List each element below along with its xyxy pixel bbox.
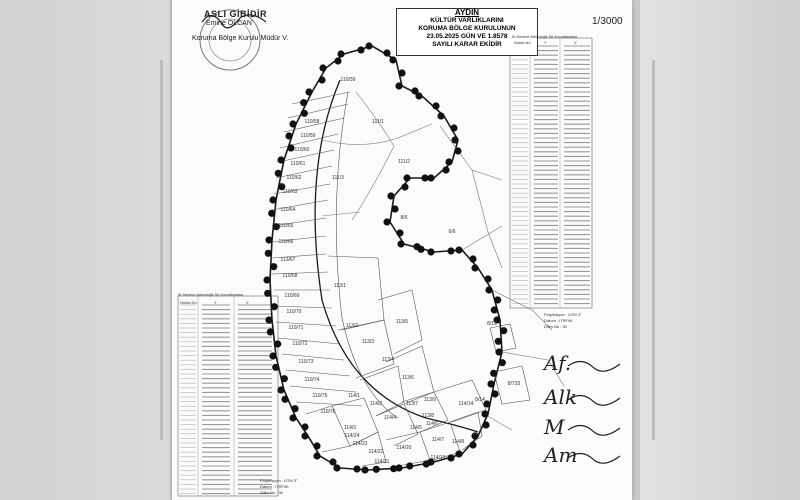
boundary-marker [491,306,498,313]
dom-label: Dilim No : 30 [260,490,283,495]
parcel-line [440,126,502,268]
boundary-marker [281,396,288,403]
boundary-marker [329,458,336,465]
parcel-label: 113/1 [333,283,347,289]
boundary-marker [387,192,394,199]
boundary-marker [406,462,413,469]
parcel-line [360,366,404,416]
parcel-label: 110/61 [290,161,306,167]
parcel-label: 8/12 [487,321,497,327]
boundary-marker [481,410,488,417]
boundary-marker [487,380,494,387]
boundary-marker [390,465,397,472]
parcel-label: 113/67 [280,257,296,263]
boundary-marker [353,465,360,472]
parcel-label: 110/74 [304,377,320,383]
header-role: Koruma Bölge Kurulu Müdür V. [192,35,289,42]
boundary-marker [271,303,278,310]
parcel-label: 114/6 [425,421,439,427]
parcel-label: 114/19 [430,455,446,461]
boundary-marker [270,263,277,270]
stamp-line: KORUMA BÖLGE KURULUNUN [418,25,516,32]
boundary-marker [287,144,294,151]
parcel-label: 113/9 [423,397,437,403]
left-col-y: Y [214,300,217,305]
parcel-label: 8/6 [400,215,408,221]
boundary-marker [398,69,405,76]
boundary-marker [494,296,501,303]
stamp-city: AYDIN [454,8,480,17]
boundary-marker [277,386,284,393]
signature-stroke [568,361,620,371]
boundary-marker [313,452,320,459]
boundary-marker [300,99,307,106]
parcel-label: 113/7 [405,401,419,407]
boundary-marker [272,364,279,371]
boundary-marker [471,264,478,271]
boundary-marker [265,316,272,323]
boundary-marker [318,76,325,83]
parcel-label: 114/8 [451,439,465,445]
boundary-marker [265,250,272,257]
parcel-label: 110/63 [282,189,298,195]
boundary-marker [427,248,434,255]
right-col-x: X [574,40,577,45]
boundary-marker [373,466,380,473]
parcel-label: 110/60 [294,147,310,153]
parcel-line [272,272,328,274]
left-col-x: X [246,300,249,305]
parcel-line [352,146,394,220]
parcel-label: 110/66 [278,239,294,245]
parcel-label: 8/733 [507,381,521,387]
parcel-label: 110/72 [292,341,308,347]
parcel-label: 114/1 [347,393,361,399]
parcel-label: 110/59 [300,133,316,139]
parcel-label: 110/75 [312,393,328,399]
boundary-marker [451,136,458,143]
parcel-label: 8/14 [475,397,485,403]
boundary-marker [391,205,398,212]
boundary-marker [423,460,430,467]
boundary-marker [337,50,344,57]
projection-label: Projeksiyon : UTM 3° [544,312,582,317]
header-name: ASLI GİBİDİR [204,9,268,19]
boundary-marker [491,390,498,397]
parcel-label: 114/20 [396,445,412,451]
parcel-label: 113/4 [381,357,395,363]
boundary-marker [301,110,308,117]
boundary-marker [469,255,476,262]
boundary-marker [500,327,507,334]
stamp-line: SAYILI KARAR EKİDİR [432,41,502,48]
parcel-label: 111/1 [372,119,384,125]
parcel-label: 110/76 [320,409,336,415]
parcel-label: 110/58 [304,119,320,125]
boundary-marker [499,359,506,366]
boundary-marker [281,375,288,382]
boundary-marker [267,328,274,335]
parcel-label: 114/3 [343,425,357,431]
parcel-line [328,256,384,330]
boundary-marker [269,352,276,359]
parcel-line [322,212,360,216]
left-col-no: Nokta No [180,300,197,305]
boundary-marker [484,275,491,282]
boundary-marker [269,196,276,203]
parcel-line [472,170,502,180]
parcel-label: 110/39 [340,77,356,83]
boundary-marker [361,466,368,473]
boundary-marker [485,286,492,293]
parcel-label: 114/24 [344,433,360,439]
boundary-marker [383,218,390,225]
boundary-marker [289,414,296,421]
parcel-label: 110/73 [298,359,314,365]
boundary-marker [301,432,308,439]
parcel-label: 113/8 [421,413,435,419]
boundary-marker [415,92,422,99]
blurred-background-left [0,0,170,500]
boundary-marker [301,423,308,430]
site-plan [172,0,632,500]
parcel-label: 110/69 [284,293,300,299]
boundary-marker [305,88,312,95]
boundary-marker [357,46,364,53]
handwritten-signature: M [544,415,565,439]
parcel-label: 110/62 [286,175,302,181]
header-subname: Emine OLCAN [206,20,252,27]
parcel-line [286,370,350,376]
blur-line [652,60,655,440]
parcel-label: 111/2 [398,159,410,165]
boundary-marker [437,112,444,119]
parcel-label: 110/71 [288,325,304,331]
parcel-label: 114/7 [431,437,445,443]
right-col-no: Nokta No [514,40,531,45]
parcel-label: 114/14 [458,401,474,407]
boundary-marker [313,442,320,449]
boundary-marker [495,338,502,345]
boundary-marker [482,421,489,428]
stamp-line: KÜLTÜR VARLIKLARINI [430,17,504,24]
blur-line [160,60,163,440]
parcel-line [276,322,336,326]
handwritten-signature: Alk [544,385,577,409]
parcel-label: 113/2 [345,323,359,329]
boundary-marker [389,56,396,63]
map-scale: 1/3000 [592,16,623,27]
datum-label: Datum : ITRF96 [260,484,289,489]
boundary-marker [291,405,298,412]
map-sheet [172,0,632,500]
boundary-marker [263,276,270,283]
parcel-line [386,346,437,403]
boundary-marker [490,370,497,377]
parcel-line [278,338,340,344]
boundary-marker [417,246,424,253]
parcel-line [462,226,502,250]
parcel-label: 110/64 [280,207,296,213]
datum-label: Datum : ITRF96 [544,318,573,323]
boundary-marker [471,432,478,439]
left-table-title: III.Derece Arkeolojik Sit Koordinatları [178,292,244,297]
boundary-marker [442,166,449,173]
boundary-marker [268,210,275,217]
parcel-line [290,386,356,392]
parcel-line [296,402,362,406]
boundary-marker [403,174,410,181]
boundary-marker [277,156,284,163]
boundary-marker [289,120,296,127]
boundary-marker [495,348,502,355]
boundary-marker [401,183,408,190]
parcel-line [322,138,398,145]
boundary-marker [447,247,454,254]
projection-label: Projeksiyon : UTM 3° [260,478,298,483]
boundary-marker [383,49,390,56]
boundary-marker [432,102,439,109]
parcel-label: 111/3 [332,175,344,181]
right-col-y: Y [544,40,547,45]
boundary-marker [397,240,404,247]
parcel-label: 114/2 [369,401,383,407]
boundary-marker [396,229,403,236]
parcel-label: 114/23 [352,441,368,447]
parcel-label: 114/21 [374,459,390,465]
boundary-marker [319,64,326,71]
boundary-marker [421,174,428,181]
boundary-marker [285,132,292,139]
parcel-label: 114/22 [368,449,384,455]
parcel-label: 113/5 [395,319,409,325]
boundary-marker [264,290,271,297]
parcel-line [276,166,332,178]
parcel-label: 110/68 [282,273,298,279]
parcel-line [398,124,432,138]
boundary-marker [395,82,402,89]
parcel-label: 6/6 [448,229,456,235]
blurred-background-right [640,0,800,500]
boundary-marker [447,454,454,461]
parcel-label: 110/70 [286,309,302,315]
parcel-label: 114/4 [383,415,397,421]
parcel-label: 114/5 [409,425,423,431]
boundary-marker [469,441,476,448]
boundary-marker [455,246,462,253]
handwritten-signature: Am [544,443,578,467]
boundary-marker [333,464,340,471]
boundary-marker [334,57,341,64]
stamp-line: 23.05.2025 GÜN VE 1.8578 [426,33,508,40]
council-stamp [396,8,538,56]
parcel-label: 110/65 [278,223,294,229]
boundary-marker [450,124,457,131]
boundary-marker [455,450,462,457]
right-table-title: III.Derece Arkeolojik Sit Koordinatları [512,34,578,39]
parcel-label: 113/6 [401,375,415,381]
boundary-marker [265,236,272,243]
signature-stroke [568,425,620,435]
boundary-marker [445,158,452,165]
parcel-line [288,104,348,118]
boundary-marker [365,42,372,49]
boundary-marker [454,147,461,154]
boundary-marker [274,340,281,347]
parcel-label: 113/3 [361,339,375,345]
handwritten-signature: Af. [544,351,572,375]
dom-label: Dilim No : 30 [544,324,567,329]
boundary-marker [275,170,282,177]
